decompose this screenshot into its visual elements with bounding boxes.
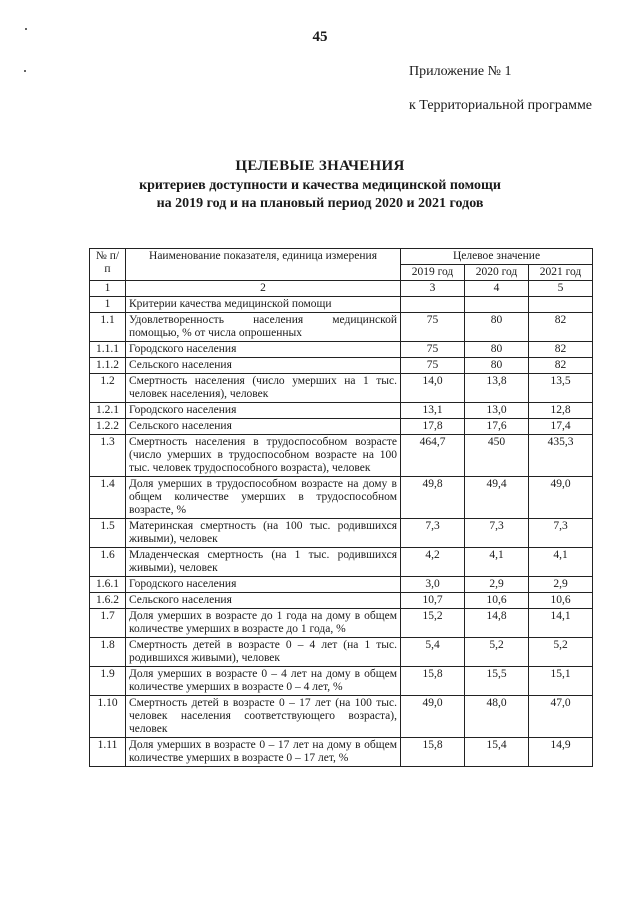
indicator-name-cell: Доля умерших в возрасте до 1 года на дому в общем количестве умерших в возрасте до 1 года, % <box>126 609 401 638</box>
value-2020-cell: 13,8 <box>465 374 529 403</box>
indicator-name-cell: Смертность детей в возрасте 0 – 4 лет (на 1 тыс. родившихся живыми), человек <box>126 638 401 667</box>
value-2021-cell: 82 <box>529 313 593 342</box>
value-2019-cell: 14,0 <box>401 374 465 403</box>
value-2019-cell: 4,2 <box>401 548 465 577</box>
value-2021-cell: 10,6 <box>529 593 593 609</box>
col-number-2: 2 <box>126 281 401 297</box>
value-2021-cell: 47,0 <box>529 696 593 738</box>
table-body <box>90 297 593 767</box>
row-number-cell: 1.1 <box>90 313 126 342</box>
col-number-4: 4 <box>465 281 529 297</box>
table-row <box>90 577 593 593</box>
col-number-5: 5 <box>529 281 593 297</box>
indicator-name-cell: Городского населения <box>126 403 401 419</box>
row-number-cell: 1.8 <box>90 638 126 667</box>
row-number-cell: 1.1.1 <box>90 342 126 358</box>
value-2021-cell: 82 <box>529 342 593 358</box>
table-row <box>90 667 593 696</box>
table-row <box>90 342 593 358</box>
indicator-name-cell: Смертность населения (число умерших на 1 тыс. человек населения), человек <box>126 374 401 403</box>
row-number-cell: 1 <box>90 297 126 313</box>
table-row <box>90 593 593 609</box>
col-number-3: 3 <box>401 281 465 297</box>
value-2019-cell: 13,1 <box>401 403 465 419</box>
table-row <box>90 738 593 767</box>
value-2019-cell: 15,8 <box>401 738 465 767</box>
row-number-cell: 1.9 <box>90 667 126 696</box>
value-2019-cell: 49,8 <box>401 477 465 519</box>
value-2021-cell: 12,8 <box>529 403 593 419</box>
value-2019-cell: 10,7 <box>401 593 465 609</box>
value-2021-cell: 4,1 <box>529 548 593 577</box>
table-row <box>90 358 593 374</box>
row-number-cell: 1.1.2 <box>90 358 126 374</box>
indicator-name-cell: Городского населения <box>126 577 401 593</box>
value-2020-cell: 14,8 <box>465 609 529 638</box>
appendix-reference: к Территориальной программе <box>409 98 593 113</box>
table-row <box>90 435 593 477</box>
row-number-cell: 1.3 <box>90 435 126 477</box>
value-2020-cell <box>465 297 529 313</box>
page-number: 45 <box>312 29 328 45</box>
value-2020-cell: 48,0 <box>465 696 529 738</box>
value-2019-cell: 15,8 <box>401 667 465 696</box>
value-2020-cell: 49,4 <box>465 477 529 519</box>
value-2021-cell: 14,1 <box>529 609 593 638</box>
value-2021-cell: 435,3 <box>529 435 593 477</box>
indicator-name-cell: Смертность детей в возрасте 0 – 17 лет (на 100 тыс. человек населения соответствующего возраста), человек <box>126 696 401 738</box>
value-2021-cell: 82 <box>529 358 593 374</box>
value-2021-cell: 14,9 <box>529 738 593 767</box>
value-2020-cell: 15,5 <box>465 667 529 696</box>
value-2020-cell: 15,4 <box>465 738 529 767</box>
value-2019-cell: 75 <box>401 342 465 358</box>
value-2019-cell: 3,0 <box>401 577 465 593</box>
row-number-cell: 1.5 <box>90 519 126 548</box>
header-year-2019: 2019 год <box>401 265 465 281</box>
indicator-name-cell: Смертность населения в трудоспособном возрасте (число умерших в трудоспособном возрасте на 100 тыс. человек трудоспособного возраста), человек <box>126 435 401 477</box>
indicator-name-cell: Материнская смертность (на 100 тыс. родившихся живыми), человек <box>126 519 401 548</box>
table-row <box>90 419 593 435</box>
indicator-name-cell: Удовлетворенность населения медицинской помощью, % от числа опрошенных <box>126 313 401 342</box>
indicator-name-cell: Младенческая смертность (на 1 тыс. родившихся живыми), человек <box>126 548 401 577</box>
header-name: Наименование показателя, единица измерения <box>126 249 401 281</box>
row-number-cell: 1.7 <box>90 609 126 638</box>
value-2019-cell: 5,4 <box>401 638 465 667</box>
row-number-cell: 1.10 <box>90 696 126 738</box>
value-2020-cell: 7,3 <box>465 519 529 548</box>
table-column-numbers-row <box>90 281 593 297</box>
value-2019-cell: 17,8 <box>401 419 465 435</box>
row-number-cell: 1.4 <box>90 477 126 519</box>
indicator-name-cell: Сельского населения <box>126 358 401 374</box>
value-2020-cell: 80 <box>465 358 529 374</box>
row-number-cell: 1.2 <box>90 374 126 403</box>
row-number-cell: 1.6.2 <box>90 593 126 609</box>
title-line-1: ЦЕЛЕВЫЕ ЗНАЧЕНИЯ <box>235 158 405 174</box>
value-2021-cell: 13,5 <box>529 374 593 403</box>
title-line-2: критериев доступности и качества медицинской помощи <box>139 178 501 193</box>
table-row <box>90 696 593 738</box>
value-2021-cell <box>529 297 593 313</box>
value-2019-cell <box>401 297 465 313</box>
value-2021-cell: 17,4 <box>529 419 593 435</box>
value-2019-cell: 75 <box>401 358 465 374</box>
header-year-2020: 2020 год <box>465 265 529 281</box>
row-number-cell: 1.2.2 <box>90 419 126 435</box>
value-2019-cell: 15,2 <box>401 609 465 638</box>
indicator-name-cell: Доля умерших в трудоспособном возрасте на дому в общем количестве умерших в трудоспособном возрасте, % <box>126 477 401 519</box>
value-2020-cell: 13,0 <box>465 403 529 419</box>
value-2020-cell: 80 <box>465 342 529 358</box>
table-row <box>90 519 593 548</box>
col-number-1: 1 <box>90 281 126 297</box>
table-row <box>90 297 593 313</box>
value-2019-cell: 49,0 <box>401 696 465 738</box>
table-row <box>90 477 593 519</box>
value-2020-cell: 5,2 <box>465 638 529 667</box>
table-row <box>90 638 593 667</box>
target-values-table <box>89 248 593 767</box>
value-2020-cell: 80 <box>465 313 529 342</box>
document-title <box>0 158 640 213</box>
value-2021-cell: 7,3 <box>529 519 593 548</box>
indicator-name-cell: Доля умерших в возрасте 0 – 4 лет на дому в общем количестве умерших в возрасте 0 – 4 лет, % <box>126 667 401 696</box>
indicator-name-cell: Сельского населения <box>126 593 401 609</box>
value-2021-cell: 2,9 <box>529 577 593 593</box>
table-row <box>90 403 593 419</box>
indicator-name-cell: Доля умерших в возрасте 0 – 17 лет на дому в общем количестве умерших в возрасте 0 – 17 лет, % <box>126 738 401 767</box>
value-2019-cell: 75 <box>401 313 465 342</box>
value-2020-cell: 450 <box>465 435 529 477</box>
table-row <box>90 548 593 577</box>
value-2019-cell: 7,3 <box>401 519 465 548</box>
value-2021-cell: 15,1 <box>529 667 593 696</box>
value-2020-cell: 10,6 <box>465 593 529 609</box>
value-2021-cell: 49,0 <box>529 477 593 519</box>
scan-speck <box>24 70 26 72</box>
row-number-cell: 1.2.1 <box>90 403 126 419</box>
value-2020-cell: 2,9 <box>465 577 529 593</box>
indicator-name-cell: Критерии качества медицинской помощи <box>126 297 401 313</box>
table-row <box>90 609 593 638</box>
value-2020-cell: 17,6 <box>465 419 529 435</box>
indicator-name-cell: Сельского населения <box>126 419 401 435</box>
value-2021-cell: 5,2 <box>529 638 593 667</box>
table-row <box>90 374 593 403</box>
appendix-label: Приложение № 1 <box>409 64 512 79</box>
value-2020-cell: 4,1 <box>465 548 529 577</box>
value-2019-cell: 464,7 <box>401 435 465 477</box>
table-header-row <box>90 249 593 265</box>
row-number-cell: 1.6.1 <box>90 577 126 593</box>
row-number-cell: 1.11 <box>90 738 126 767</box>
indicator-name-cell: Городского населения <box>126 342 401 358</box>
title-line-3: на 2019 год и на плановый период 2020 и 2021 годов <box>156 196 484 211</box>
row-number-cell: 1.6 <box>90 548 126 577</box>
header-num: № п/п <box>90 249 126 281</box>
header-target: Целевое значение <box>401 249 593 265</box>
table-row <box>90 313 593 342</box>
header-year-2021: 2021 год <box>529 265 593 281</box>
